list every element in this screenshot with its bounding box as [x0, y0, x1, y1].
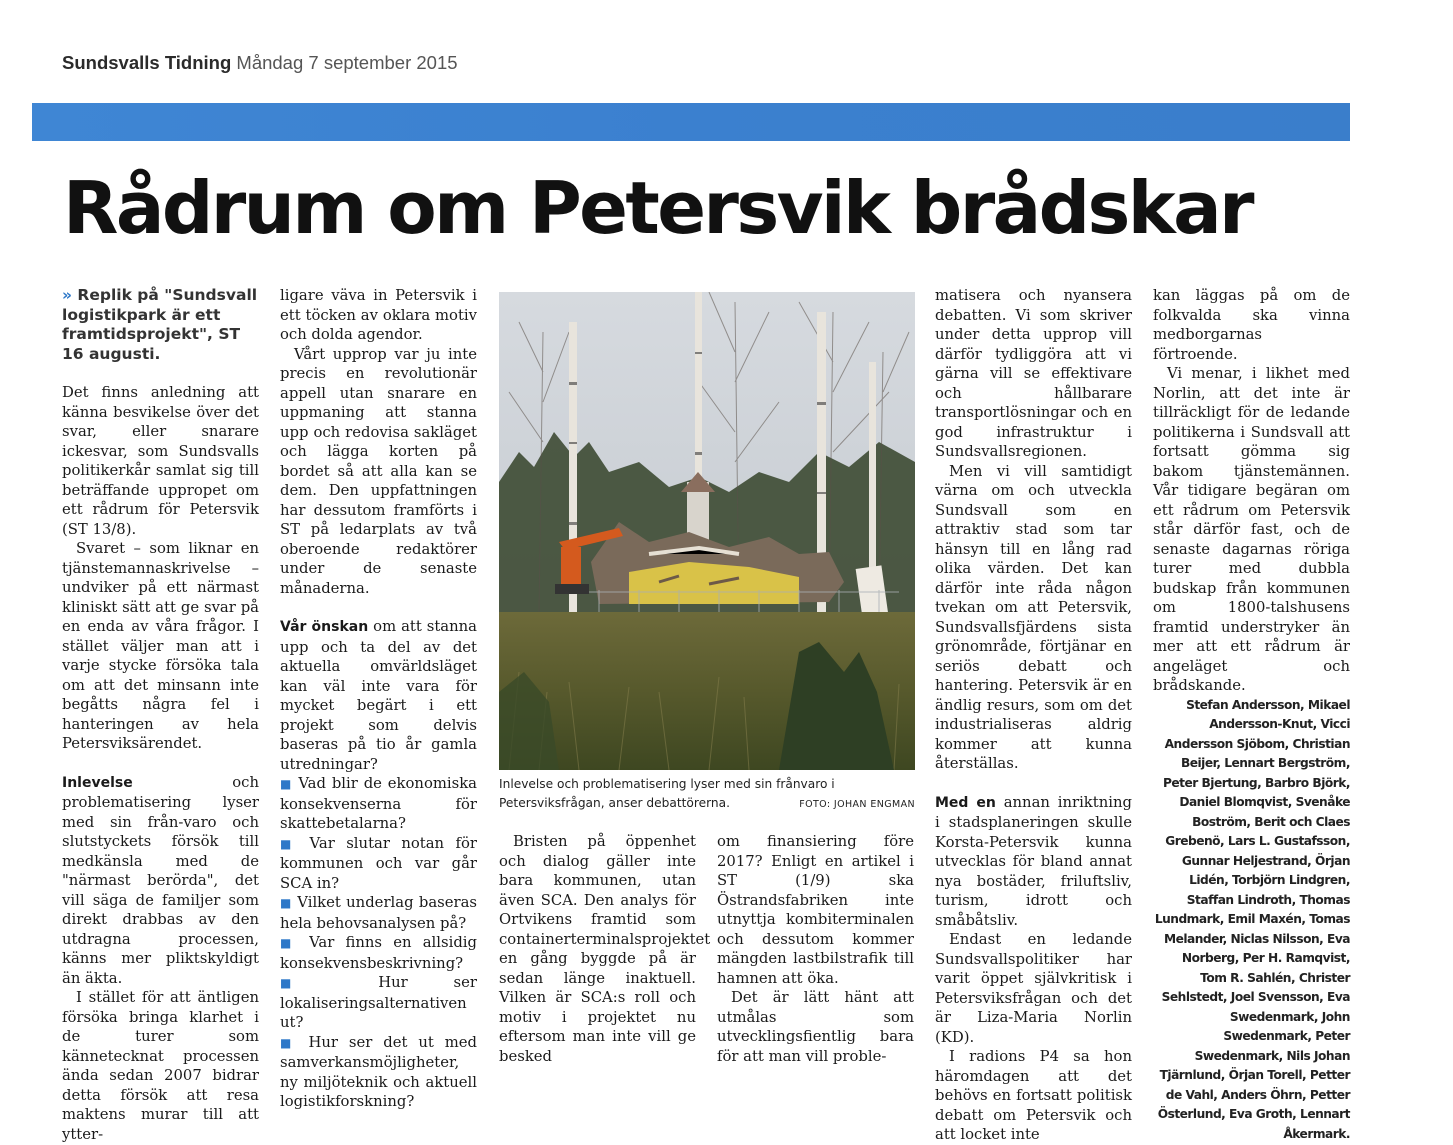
signatories: Stefan Andersson, Mikael Andersson-Knut, Vicci Andersson Sjöbom, Christian Beijer, Lennart Bergström, Peter Bjertung, Barbro Björk, Daniel Blomqvist, Svenåke Boström, Berit och Claes Grebenö, Lars L. Gustafsson, Gunnar Heljestrand, Örjan Lidén, Torbjörn Lindgren, Staffan Lindroth, Thomas Lundmark, Emil Maxén, Tomas Melander, Niclas Nilsson, Eva Norberg, Per H. Ramqvist, Tom R. Sahlén, Christer Sehlstedt, Joel Svensson, Eva Swedenmark, John Swedenmark, Peter Swedenmark, Nils Johan Tjärnlund, Örjan Torell, Petter de Vahl, Anders Öhrn, Petter Österlund, Eva Groth, Lennart Åkermark.: [1154, 697, 1350, 1141]
question-item: ■ Vilket underlag baseras hela behovsanalysen på?: [280, 894, 477, 932]
paragraph: Bristen på öppenhet och dialog gäller inte bara kommunen, utan även SCA. Den analys för Ortvikens framtid som containerterminalsprojektet en gång byggde på är sedan länge inaktuell. Vilken är SCA:s roll och motiv i projektet nu eftersom man inte vill ge besked: [499, 833, 711, 1065]
paragraph: Vi menar, i likhet med Norlin, att det inte är tillräckligt för de ledande politikerna i Sundsvall att fortsatt gömma sig bakom tjänstemännen. Vår tidigare begäran om ett rådrum om Petersvik står därför fast, och de senaste dagarnas röriga turer med dubbla budskap från kommunen om 1800-talshusens framtid understryker än mer att ett rådrum är angeläget och brådskande.: [1153, 365, 1350, 694]
paragraph: I radions P4 sa hon häromdagen att det behövs en fortsatt politisk debatt om Petersvik och att locket inte: [935, 1048, 1132, 1143]
square-bullet-icon: ■: [280, 976, 333, 990]
paragraph: I stället för att äntligen försöka bringa klarhet i de turer som kännetecknat processen ända sedan 2007 bidrar detta försök att resa maktens murar till att ytter-: [62, 989, 259, 1143]
chevron-icon: »: [62, 286, 73, 304]
publication-date: Måndag 7 september 2015: [236, 52, 458, 73]
article-column-3: [499, 832, 711, 1066]
caption-text: Inlevelse och problematisering lyser med sin frånvaro i Petersviksfrågan, anser debattörerna.: [499, 777, 835, 810]
square-bullet-icon: ■: [280, 836, 299, 851]
square-bullet-icon: ■: [280, 777, 293, 791]
newspaper-name: Sundsvalls Tidning: [62, 52, 232, 73]
paragraph: ligare väva in Petersvik i ett töcken av oklara motiv och dolda agendor.: [280, 287, 477, 343]
section-color-band: [32, 103, 1350, 141]
masthead: [62, 52, 458, 74]
question-item: ■ Hur ser det ut med samverkansmöjligheter, ny miljöteknik och aktuell logistikforskning?: [280, 1033, 477, 1110]
kicker-text: Replik på "Sundsvall logistikpark är ett framtidsprojekt", ST 16 augusti.: [62, 286, 258, 363]
paragraph: Det finns anledning att känna besvikelse över det svar, eller snarare ickesvar, som Sundsvalls politikerkår samlat sig till beträffande uppropet om ett rådrum för Petersvik (ST 13/8).: [62, 384, 259, 538]
paragraph: Det är lätt hänt att utmålas som utvecklingsfientlig bara för att man vill proble-: [717, 989, 914, 1065]
article-column-5: [935, 286, 1132, 1145]
paragraph-lead: Med en: [935, 794, 996, 811]
paragraph: Svaret – som liknar en tjänstemannaskrivelse – undviker på ett närmast kliniskt sätt att ge svar på en enda av våra frågor. I stället väljer man att i varje stycke försöka tala om att det minsann inte begåtts några fel i hanteringen av hela Petersviksärendet.: [62, 540, 259, 752]
paragraph: matisera och nyansera debatten. Vi som skriver under detta upprop vill därför tydliggöra att vi gärna vill se effektivare och hållbarare transportlösningar och en god infrastruktur i Sundsvallsregionen.: [935, 287, 1132, 460]
paragraph: Men vi vill samtidigt värna om och utveckla Sundsvall som en attraktiv stad som tar hänsyn till en lång rad olika värden. Det kan därför inte råda någon tvekan om att Petersvik, Sundsvallsfjärdens sista grönområde, förtjänar en seriös debatt och hantering. Petersvik är en ändlig resurs, som om det industrialiseras aldrig kommer att kunna återställas.: [935, 462, 1132, 772]
question-item: ■ Vad blir de ekonomiska konsekvenserna för skattebetalarna?: [280, 775, 477, 832]
article-photo: [499, 292, 915, 770]
headline: Rådrum om Petersvik brådskar: [63, 166, 1252, 250]
paragraph: Vårt upprop var ju inte precis en revolutionär appell utan snarare en uppmaning att stanna upp och redovisa sakläget och lägga korten på bordet så att alla kan se dem. Den uppfattningen har dessutom framförts i ST på ledarplats av två oberoende redaktörer under de senaste månaderna.: [280, 345, 477, 597]
paragraph: Endast en ledande Sundsvallspolitiker har varit öppet självkritisk i Petersviksfrågan och det är Liza-Maria Norlin (KD).: [935, 931, 1132, 1046]
kicker: [62, 286, 259, 364]
question-item: ■ Hur ser lokaliseringsalternativen ut?: [280, 974, 477, 1031]
square-bullet-icon: ■: [280, 896, 292, 910]
paragraph: Vår önskan om att stanna upp och ta del av det aktuella omvärldsläget kan väl inte vara för mycket begärt i ett projekt som delvis baseras på tio år gamla utredningar?: [280, 618, 477, 773]
paragraph: Med en annan inriktning i stadsplaneringen skulle Korsta-Petersvik kunna utvecklas för bland annat nya bostäder, friluftsliv, turism, idrott och småbåtsliv.: [935, 793, 1132, 929]
question-item: ■ Var slutar notan för kommunen och var går SCA in?: [280, 834, 477, 892]
paragraph: kan läggas på om de folkvalda ska vinna medborgarnas förtroende.: [1153, 287, 1350, 363]
photo-credit: FOTO: JOHAN ENGMAN: [799, 799, 915, 810]
article-column-6: [1153, 286, 1350, 1144]
demolished-house-photo: [499, 292, 915, 770]
article-column-1: [62, 286, 259, 1144]
paragraph: om finansiering före 2017? Enligt en artikel i ST (1/9) ska Östrandsfabriken inte utnyttja kombiterminalen och dessutom kommer mängden lastbilstrafik till hamnen att öka.: [717, 833, 914, 987]
square-bullet-icon: ■: [280, 936, 298, 950]
paragraph-lead: Vår önskan: [280, 619, 369, 635]
square-bullet-icon: ■: [280, 1035, 298, 1050]
article-column-2: [280, 286, 477, 1112]
article-column-4: [717, 832, 914, 1066]
paragraph-lead: Inlevelse: [62, 774, 133, 791]
question-item: ■ Var finns en allsidig konsekvensbeskrivning?: [280, 934, 477, 972]
paragraph: Inlevelse och problematisering lyser med sin från-varo och slutstyckets försök till medkänsla med de "närmast berörda", det vill säga de familjer som direkt drabbas av den utdragna processen, känns mer pliktskyldigt än äkta.: [62, 773, 259, 987]
photo-caption: [499, 775, 915, 814]
